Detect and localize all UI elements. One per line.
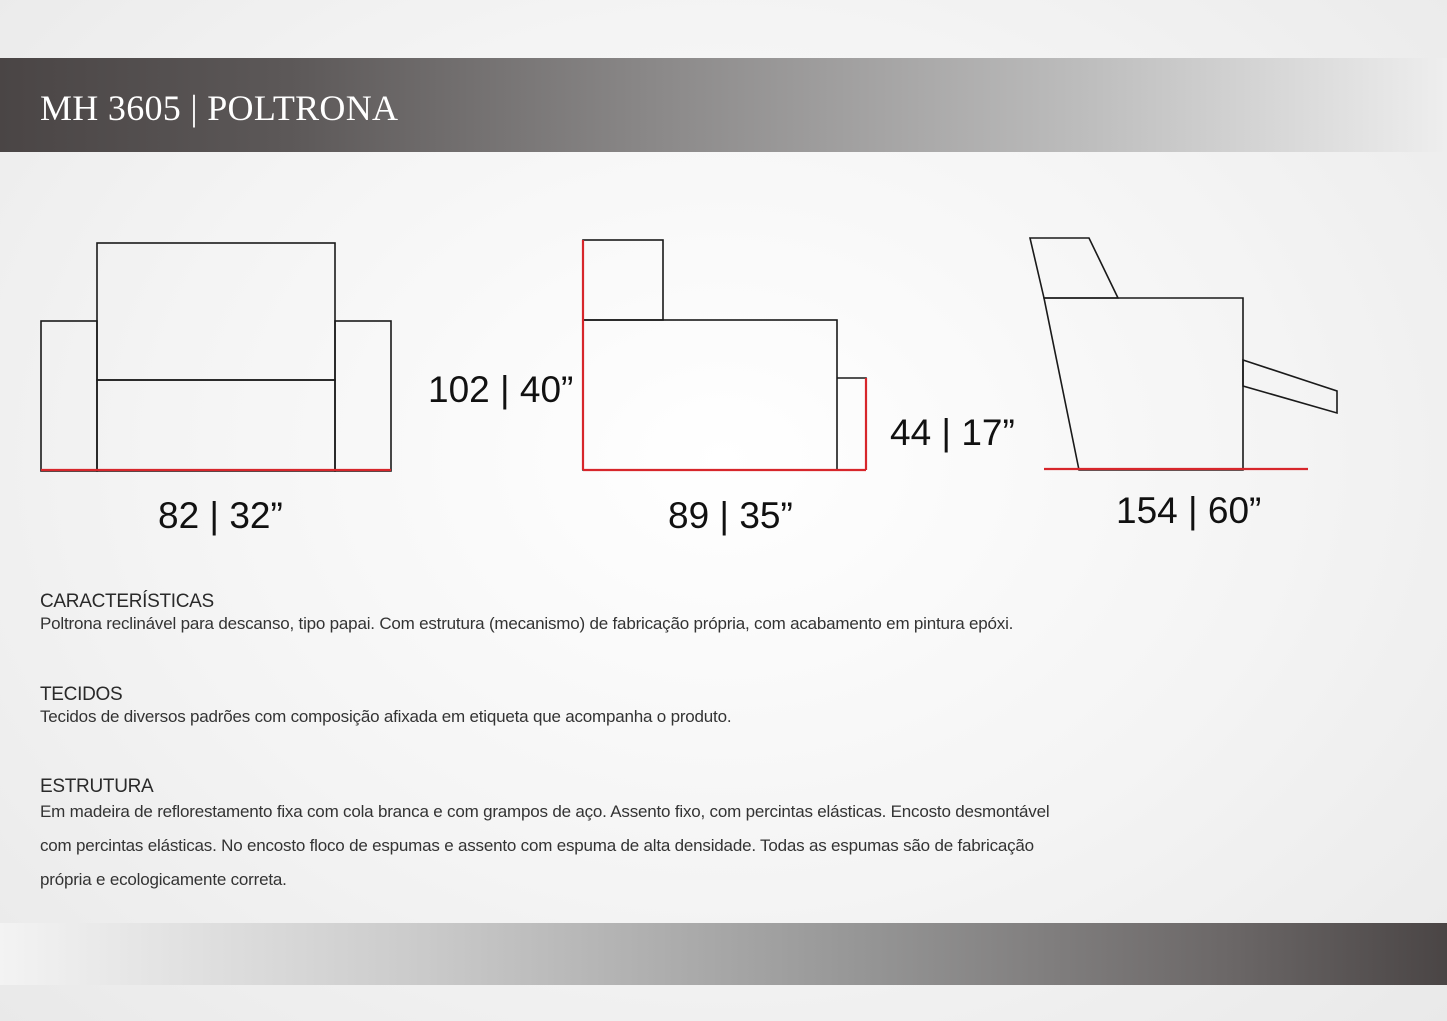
seat-height-label: 44 | 17”: [890, 412, 1015, 453]
footer-band: [0, 923, 1447, 985]
side-body: [583, 320, 837, 470]
reclined-body: [1044, 298, 1243, 470]
front-backrest: [97, 243, 335, 380]
reclined-headrest: [1030, 238, 1118, 298]
front-right-arm: [335, 321, 391, 471]
section-text-line: Em madeira de reflorestamento fixa com cola branca e com grampos de aço. Assento fixo, com percintas elásticas. Encosto desmontável: [40, 802, 1050, 821]
side-depth-label: 89 | 35”: [668, 495, 793, 536]
side-measure-lines: [583, 240, 866, 470]
reclined-depth-label: 154 | 60”: [1116, 490, 1262, 531]
section-tecidos: [40, 684, 1240, 728]
front-seat: [97, 380, 335, 471]
reclined-footrest: [1243, 360, 1337, 413]
side-footrest: [837, 378, 866, 470]
side-headrest: [583, 240, 663, 320]
section-caracteristicas: [40, 591, 1240, 635]
section-heading: ESTRUTURA: [40, 776, 154, 797]
height-label: 102 | 40”: [428, 369, 574, 410]
section-text: Tecidos de diversos padrões com composição afixada em etiqueta que acompanha o produto.: [40, 707, 732, 726]
section-heading: CARACTERÍSTICAS: [40, 591, 214, 612]
side-view-drawing: [583, 240, 866, 470]
front-left-arm: [41, 321, 97, 471]
page-title: MH 3605 | POLTRONA: [40, 88, 399, 128]
front-view-drawing: [41, 243, 391, 471]
front-width-label: 82 | 32”: [158, 495, 283, 536]
section-text: Poltrona reclinável para descanso, tipo papai. Com estrutura (mecanismo) de fabricação própria, com acabamento em pintura epóxi.: [40, 614, 1014, 633]
section-estrutura: [40, 776, 1240, 897]
section-text-line: própria e ecologicamente correta.: [40, 870, 287, 889]
section-text-line: com percintas elásticas. No encosto floco de espumas e assento com espuma de alta densidade. Todas as espumas são de fabricação: [40, 836, 1034, 855]
reclined-view-drawing: [1030, 238, 1337, 470]
section-heading: TECIDOS: [40, 684, 123, 705]
